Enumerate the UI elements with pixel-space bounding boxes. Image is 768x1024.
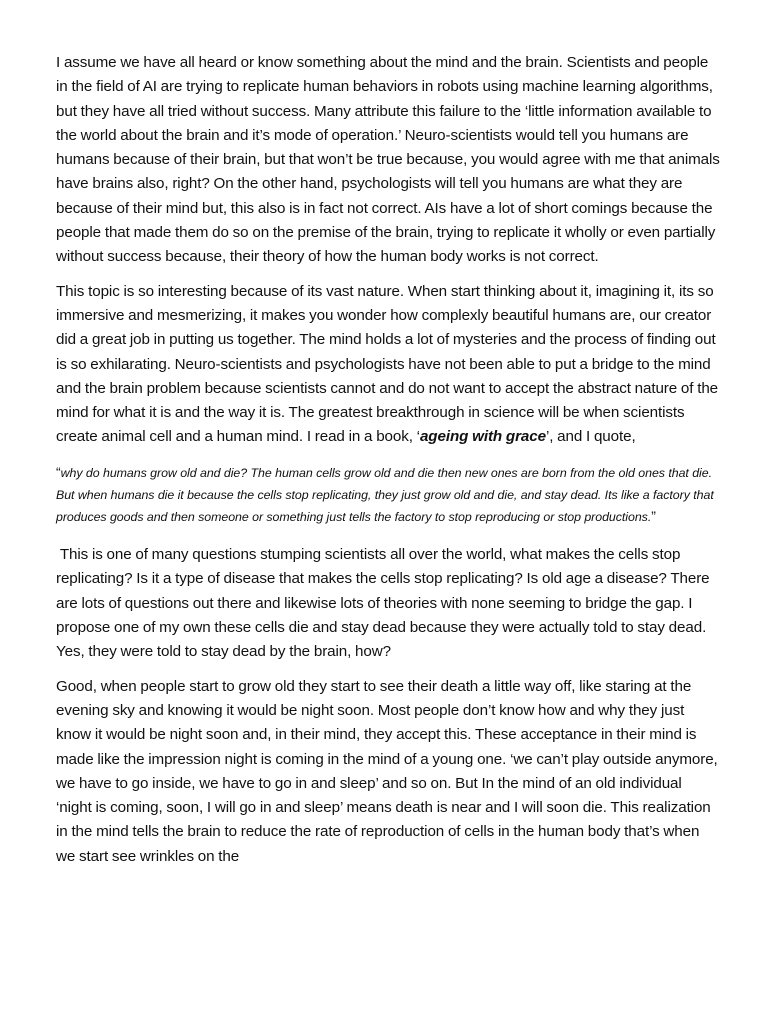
paragraph-intro: I assume we have all heard or know something about the mind and the brain. Scientists and people in the field of AI are trying to replicate human behaviors in robots using machine learning algorithms, but they have all tried without success. Many attribute this failure to the ‘little information available to the world about the brain and it’s mode of operation.’ Neuro-scientists would tell you humans are humans because of their brain, but that won’t be true because, you would agree with me that animals have brains also, right? On the other hand, psychologists will tell you humans are what they are because of their mind but, this also is in fact not correct. AIs have a lot of short comings because the people that made them do so on the premise of the brain, trying to replicate it wholly or even partially without success because, their theory of how the human body works is not correct. xyxy=(56,54,720,266)
block-quote xyxy=(56,462,720,529)
paragraph-topic-end: ’, and I quote, xyxy=(545,428,636,446)
quote-close-mark: ” xyxy=(651,508,656,525)
document-page xyxy=(56,51,720,879)
quote-text: why do humans grow old and die? The human cells grow old and die then new ones are born from the old ones that die. But when humans die it because the cells stop replicating, they just grow old and die, and stay dead. Its like a factory that produces goods and then someone or something just tells the factory to stop reproducing or stop productions. xyxy=(56,465,714,525)
paragraph-aging: Good, when people start to grow old they start to see their death a little way off, like staring at the evening sky and knowing it would be night soon. Most people don’t know how and why they just know it would be night soon and, in their mind, they accept this. These acceptance in their mind is made like the impression night is coming in the mind of a young one. ‘we can’t play outside anymore, we have to go inside, we have to go in and sleep’ and so on. But In the mind of an old individual ‘night is coming, soon, I will go in and sleep’ means death is near and I will soon die. This realization in the mind tells the brain to reduce the rate of reproduction of cells in the human body that’s when we start see wrinkles on the xyxy=(56,677,718,865)
paragraph-questions: This is one of many questions stumping scientists all over the world, what makes the cells stop replicating? Is it a type of disease that makes the cells stop replicating? Is old age a disease? There are lots of questions out there and likewise lots of theories with none seeming to bridge the gap. I propose one of my own these cells die and stay dead because they were actually told to stay dead. Yes, they were told to stay dead by the brain, how? xyxy=(56,546,714,661)
paragraph-topic xyxy=(56,280,720,450)
paragraph-topic-text: This topic is so interesting because of its vast nature. When start thinking about it, imagining it, its so immersive and mesmerizing, it makes you wonder how complexly beautiful humans are, our creator did a great job in putting us together. The mind holds a lot of mysteries and the process of finding out is so exhilarating. Neuro-scientists and psychologists have not been able to put a bridge to the mind and the brain problem because scientists cannot and do not want to accept the abstract nature of the mind for what it is and the way it is. The greatest breakthrough in science will be when scientists create animal cell and a human mind. I read in a book, ‘ xyxy=(56,282,719,446)
book-title: ageing with grace xyxy=(419,428,546,446)
quote-open-mark: “ xyxy=(56,463,61,480)
